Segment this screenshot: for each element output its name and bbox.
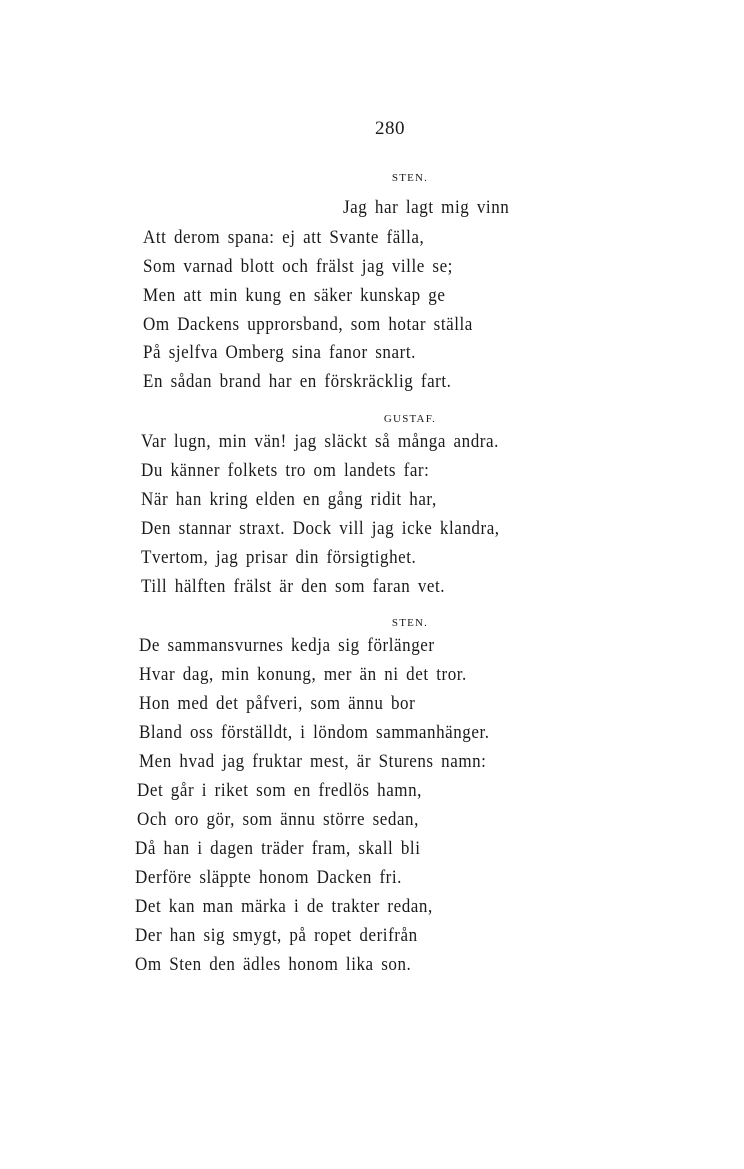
verse-line: Som varnad blott och frälst jag ville se; [143, 257, 453, 277]
verse-line: Var lugn, min vän! jag släckt så många andra. [141, 432, 499, 452]
verse-line: Der han sig smygt, på ropet derifrån [135, 926, 418, 946]
verse-line: Du känner folkets tro om landets far: [141, 461, 430, 481]
verse-line: Jag har lagt mig vinn [343, 198, 510, 218]
verse-line: Det kan man märka i de trakter redan, [135, 897, 433, 917]
speaker-heading-gustaf: GUSTAF. [383, 413, 437, 425]
verse-line: Hvar dag, min konung, mer än ni det tror. [139, 665, 467, 685]
verse-line: Att derom spana: ej att Svante fälla, [143, 228, 425, 248]
verse-line: En sådan brand har en förskräcklig fart. [143, 372, 452, 392]
verse-line: Bland oss förställdt, i löndom sammanhänger. [139, 723, 490, 743]
verse-line: Då han i dagen träder fram, skall bli [135, 839, 421, 859]
verse-line: När han kring elden en gång ridit har, [141, 490, 437, 510]
verse-line: Hon med det påfveri, som ännu bor [139, 694, 416, 714]
verse-line: Och oro gör, som ännu större sedan, [137, 810, 419, 830]
speaker-heading-sten: STEN. [391, 172, 429, 184]
verse-line: Till hälften frälst är den som faran vet. [141, 577, 446, 597]
verse-line: Om Dackens upprorsband, som hotar ställa [143, 315, 473, 335]
verse-line: På sjelfva Omberg sina fanor snart. [143, 343, 416, 363]
verse-line: Men att min kung en säker kunskap ge [143, 286, 446, 306]
verse-line: Derföre släppte honom Dacken fri. [135, 868, 402, 888]
verse-line: Om Sten den ädles honom lika son. [135, 955, 412, 975]
verse-line: Den stannar straxt. Dock vill jag icke klandra, [141, 519, 500, 539]
verse-line: De sammansvurnes kedja sig förlänger [139, 636, 435, 656]
page-number: 280 [375, 118, 405, 139]
speaker-heading-sten: STEN. [391, 617, 429, 629]
verse-line: Tvertom, jag prisar din försigtighet. [141, 548, 417, 568]
verse-line: Men hvad jag fruktar mest, är Sturens namn: [139, 752, 487, 772]
verse-line: Det går i riket som en fredlös hamn, [137, 781, 422, 801]
